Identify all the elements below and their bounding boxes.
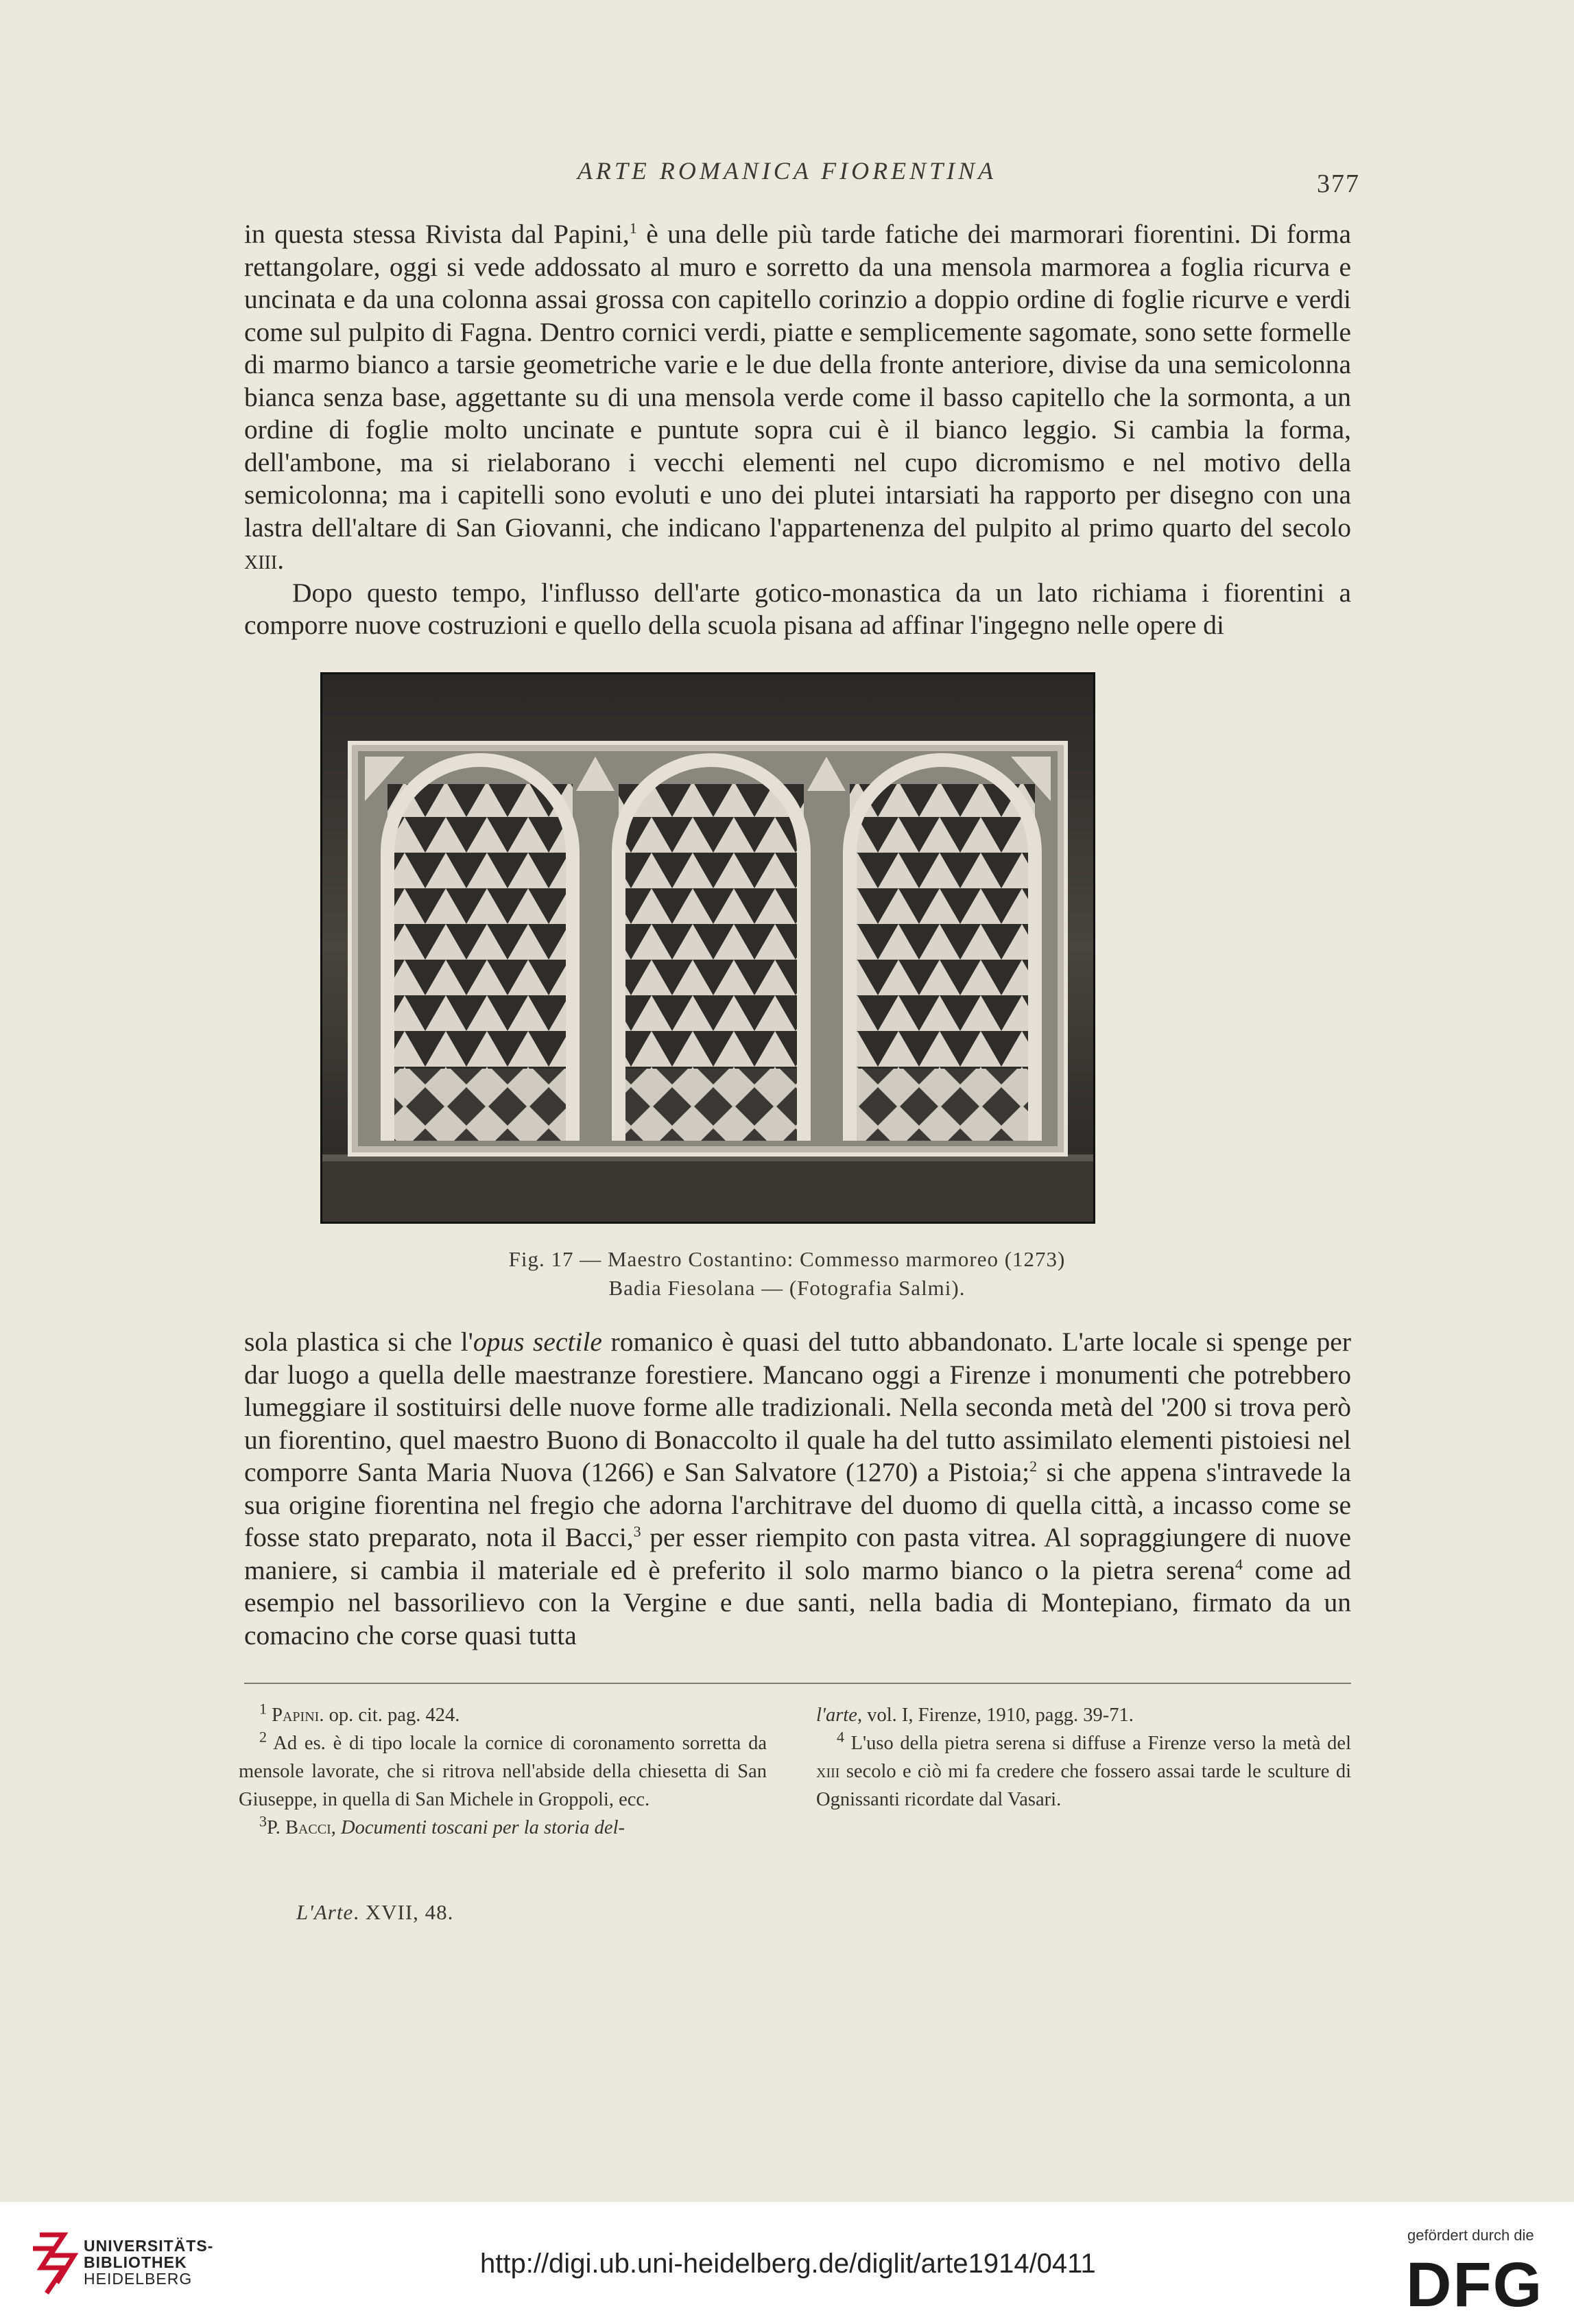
footnote-3-title-cont: l'arte: [816, 1705, 857, 1726]
paragraph-1-end: .: [277, 545, 285, 575]
footnote-1-text: . op. cit. pag. 424.: [319, 1705, 460, 1726]
paragraph-3-body-2: si che appena s'intravede la sua origine fiorentina nel fregio che adorna l'architrave del duomo di quella città, a incasso come se fosse stato preparato, nota il Bacci,: [244, 1457, 1352, 1552]
running-title: ARTE ROMANICA FIORENTINA: [577, 157, 997, 185]
signature-title: L'Arte: [296, 1900, 354, 1924]
paragraph-3-body-3: per esser riempito con pasta vitrea. Al sopraggiungere di nuove maniere, si cambia il materiale ed è preferito il solo marmo bianco o la pietra serena: [244, 1522, 1351, 1585]
paragraph-3: [244, 1326, 1351, 1652]
footnote-2-number: 2: [259, 1728, 267, 1746]
footnote-3-initial: P.: [267, 1817, 285, 1838]
library-name-line-2: BIBLIOTHEK: [84, 2253, 187, 2271]
signature-mark: [296, 1900, 453, 1925]
footnote-4-number: 4: [837, 1728, 844, 1746]
footnotes-right-column: [816, 1701, 1351, 1814]
paragraph-1: [244, 218, 1351, 577]
opus-sectile-term: opus sectile: [473, 1327, 602, 1357]
footnote-1-author: Papini: [272, 1705, 320, 1726]
signature-volume: . XVII, 48.: [353, 1900, 454, 1924]
library-name-line-1: UNIVERSITÄTS-: [84, 2237, 214, 2255]
permalink-url[interactable]: http://digi.ub.uni-heidelberg.de/diglit/arte1914/0411: [480, 2249, 1096, 2279]
paragraph-1-body: è una delle più tarde fatiche dei marmorari fiorentini. Di forma rettangolare, oggi si vede addossato al muro e sorretto da una mensola marmorea a foglia ricurva e uncinata e da una colonna assai grossa con capitello corinzio a doppio ordine di foglie ricurve e verdi come sul pulpito di Fagna. Dentro cornici verdi, piatte e semplicemente sagomate, sono sette formelle di marmo bianco a tarsie geometriche varie e le due della fronte anteriore, divise da una semicolonna bianca senza base, aggettante su di una mensola verde come il basso capitello che la sormonta, a un ordine di foglie molto uncinate e puntute sopra cui è il bianco leggio. Si cambia la forma, dell'ambone, ma si rielaborano i vecchi elementi nel cupo dicromismo e nel motivo della semicolonna; ma i capitelli sono evoluti e uno dei plutei intarsiati ha rapporto per disegno con una lastra dell'altare di San Giovanni, che indicano l'appartenenza del pulpito al primo quarto del secolo: [244, 219, 1352, 543]
figure-marble-inlay: [320, 672, 1095, 1224]
footnote-4-text-2: secolo e ciò mi fa credere che fossero assai tarde le sculture di Ognissanti ricordate dal Vasari.: [816, 1761, 1351, 1810]
footnote-3-continued: [816, 1701, 1351, 1729]
footnote-3-text-cont: , vol. I, Firenze, 1910, pagg. 39-71.: [857, 1705, 1134, 1726]
footnote-4-text-1: L'uso della pietra serena si diffuse a Firenze verso la metà del: [850, 1733, 1351, 1754]
paragraph-3-end: come ad esempio nel bassorilievo con la Vergine e due santi, nella badia di Montepiano, firmato da un comacino che corse quasi tutta: [244, 1554, 1351, 1650]
footnote-divider: [244, 1683, 1351, 1684]
digitization-footer: [0, 2202, 1574, 2324]
university-library-name: [84, 2238, 213, 2287]
footnote-3-author: Bacci: [285, 1817, 331, 1838]
paragraph-3-body-1: romanico è quasi del tutto abbandonato. L'arte locale si spenge per dar luogo a quella delle maestranze forestiere. Mancano oggi a Firenze i monumenti che potrebbero lumeggiare il sostituirsi delle nuove forme alle tradizionali. Nella seconda metà del '200 si trova però un fiorentino, quel maestro Buono di Bonaccolto il quale ha del tutto assimilato elementi pistoiesi nel comporre Santa Maria Nuova (1266) e San Salvatore (1270) a Pistoia;: [244, 1327, 1351, 1487]
footnote-3: [239, 1814, 767, 1842]
funding-label: gefördert durch die: [1407, 2227, 1534, 2244]
footnote-ref-4: 4: [1235, 1555, 1243, 1573]
century-numeral: xiii: [244, 545, 278, 575]
footnote-ref-3: 3: [633, 1522, 641, 1540]
paragraph-2: Dopo questo tempo, l'influsso dell'arte gotico-monastica da un lato richiama i fiorentini a comporre nuove costruzioni e quello della scuola pisana ad affinar l'ingegno nelle opere di: [244, 577, 1351, 640]
footnotes-left-column: [239, 1701, 767, 1842]
footnote-2-text: Ad es. è di tipo locale la cornice di coronamento sorretta da mensole lavorate, che si ritrova nell'abside della chiesetta di San Giuseppe, in quella di San Michele in Groppoli, ecc.: [239, 1733, 767, 1810]
footnote-1: [239, 1701, 767, 1729]
footnote-3-number: 3: [259, 1812, 267, 1830]
footnote-2: [239, 1729, 767, 1814]
body-text-top: [244, 218, 1351, 642]
footnote-3-title: Documenti toscani per la storia del-: [341, 1817, 625, 1838]
page-number: 377: [1317, 169, 1360, 198]
footnote-ref-2: 2: [1029, 1457, 1038, 1475]
footnote-4-century: xiii: [816, 1761, 840, 1782]
library-name-line-3: HEIDELBERG: [84, 2270, 193, 2288]
marble-inlay-image: [322, 674, 1093, 1222]
paragraph-3-start: sola plastica si che l': [244, 1327, 473, 1357]
footnote-ref-1: 1: [629, 219, 637, 237]
figure-caption-line-2: Badia Fiesolana — (Fotografia Salmi).: [608, 1276, 966, 1300]
body-text-bottom: [244, 1326, 1351, 1652]
figure-caption-line-1: Fig. 17 — Maestro Costantino: Commesso marmoreo (1273): [508, 1247, 1066, 1271]
dfg-logo: DFG: [1406, 2250, 1544, 2320]
footnote-3-separator: ,: [331, 1817, 341, 1838]
paragraph-1-start: in questa stessa Rivista dal Papini,: [244, 219, 630, 249]
footnote-4: [816, 1729, 1351, 1814]
footnote-1-number: 1: [259, 1700, 267, 1718]
